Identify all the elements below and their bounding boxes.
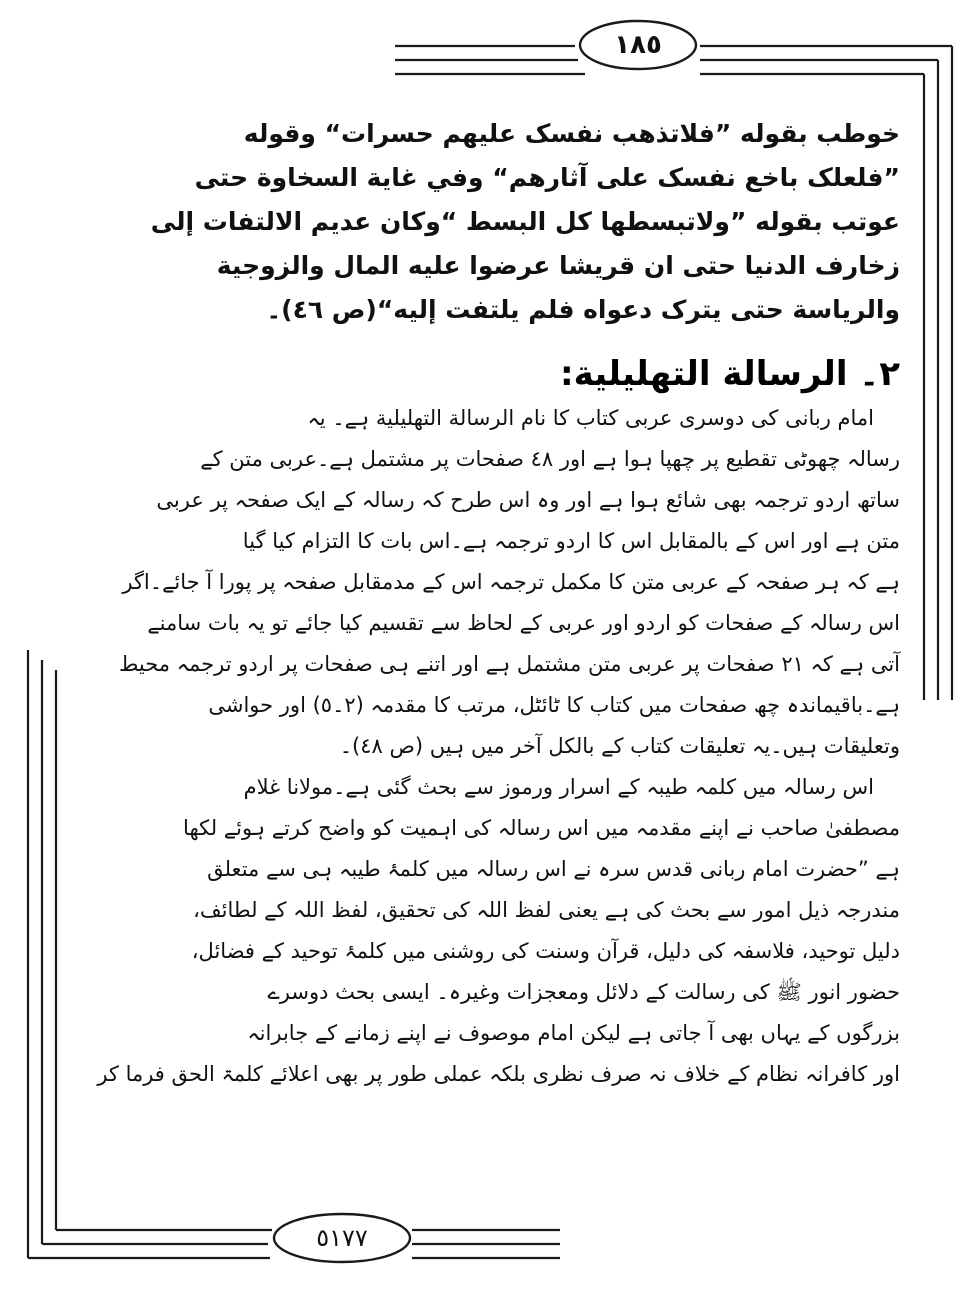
urdu-line: ہے ”حضرت امام ربانی قدس سرہ نے اس رسالہ میں کلمۂ طیبہ ہی سے متعلق bbox=[207, 857, 900, 881]
urdu-line: بزرگوں کے یہاں بھی آ جاتی ہے لیکن امام موصوف نے اپنے زمانے کے جابرانہ bbox=[247, 1021, 900, 1045]
arabic-quote-paragraph bbox=[150, 112, 900, 332]
arabic-line: خوطب بقوله ”فلاتذهب نفسک عليهم حسرات“ وقوله bbox=[243, 119, 900, 148]
urdu-line: ہے۔باقیماندہ چھ صفحات میں کتاب کا ٹائٹل، مرتب کا مقدمہ (٢۔٥) اور حواشی bbox=[208, 693, 900, 717]
urdu-line: متن ہے اور اس کے بالمقابل اس کا اردو ترجمہ ہے۔اس بات کا التزام کیا گیا bbox=[242, 529, 900, 553]
urdu-line: مصطفیٰ صاحب نے اپنے مقدمہ میں اس رسالہ کی اہمیت کو واضح کرتے ہوئے لکھا bbox=[183, 816, 900, 840]
page-number: ١٨٥ bbox=[614, 30, 662, 60]
arabic-line: عوتب بقوله ”ولاتبسطها كل البسط “وكان عديم الالتفات إلى bbox=[150, 207, 900, 236]
footer-code: ٥١٧٧ bbox=[316, 1224, 368, 1252]
urdu-line: ساتھ اردو ترجمہ بھی شائع ہوا ہے اور وہ اس طرح کہ رسالہ کے ایک صفحہ پر عربی bbox=[156, 488, 900, 512]
urdu-body bbox=[97, 398, 900, 1095]
urdu-line: امام ربانی کی دوسری عربی کتاب کا نام الرسالة التهليلية ہے۔ یہ bbox=[307, 406, 874, 430]
urdu-line: اور کافرانہ نظام کے خلاف نہ صرف نظری بلکہ عملی طور پر بھی اعلائے کلمۃ الحق فرما کر bbox=[97, 1062, 900, 1086]
urdu-line: اس رسالہ میں کلمہ طیبہ کے اسرار ورموز سے بحث گئی ہے۔مولانا غلام bbox=[243, 775, 874, 799]
urdu-line: آتی ہے کہ ٢١ صفحات پر عربی متن مشتمل ہے اور اتنے ہی صفحات پر اردو ترجمہ محیط bbox=[118, 652, 900, 676]
arabic-line: ”فلعلک باخع نفسک علی آثارهم“ وفي غاية السخاوة حتى bbox=[194, 163, 900, 192]
urdu-line: اس رسالہ کے صفحات کو اردو اور عربی کے لحاظ سے تقسیم کیا جائے تو یہ بات سامنے bbox=[147, 611, 900, 635]
arabic-line: والرياسة حتى يترک دعواه فلم يلتفت إليه“(ص ٤٦)۔ bbox=[266, 295, 900, 324]
urdu-line: وتعلیقات ہیں۔یہ تعلیقات کتاب کے بالکل آخر میں ہیں (ص ٤٨)۔ bbox=[339, 734, 900, 758]
urdu-line: مندرجہ ذیل امور سے بحث کی ہے یعنی لفظ اللہ کی تحقیق، لفظ اللہ کے لطائف، bbox=[193, 898, 900, 922]
urdu-line: ہے کہ ہر صفحہ کے عربی متن کا مکمل ترجمہ اس کے مدمقابل صفحہ پر پورا آ جائے۔اگر bbox=[122, 570, 900, 594]
section-heading: ٢۔ الرسالة التهليلية: bbox=[560, 354, 900, 394]
urdu-line: دلیل توحید، فلاسفہ کی دلیل، قرآن وسنت کی روشنی میں کلمۂ توحید کے فضائل، bbox=[191, 939, 900, 963]
urdu-line: رسالہ چھوٹی تقطیع پر چھپا ہوا ہے اور ٤٨ صفحات پر مشتمل ہے۔عربی متن کے bbox=[200, 447, 900, 471]
urdu-line: حضور انور ﷺ کی رسالت کے دلائل ومعجزات وغیرہ۔ ایسی بحث دوسرے bbox=[267, 980, 900, 1004]
arabic-line: زخارف الدنيا حتى ان قريشا عرضوا عليه المال والزوجية bbox=[216, 251, 900, 280]
